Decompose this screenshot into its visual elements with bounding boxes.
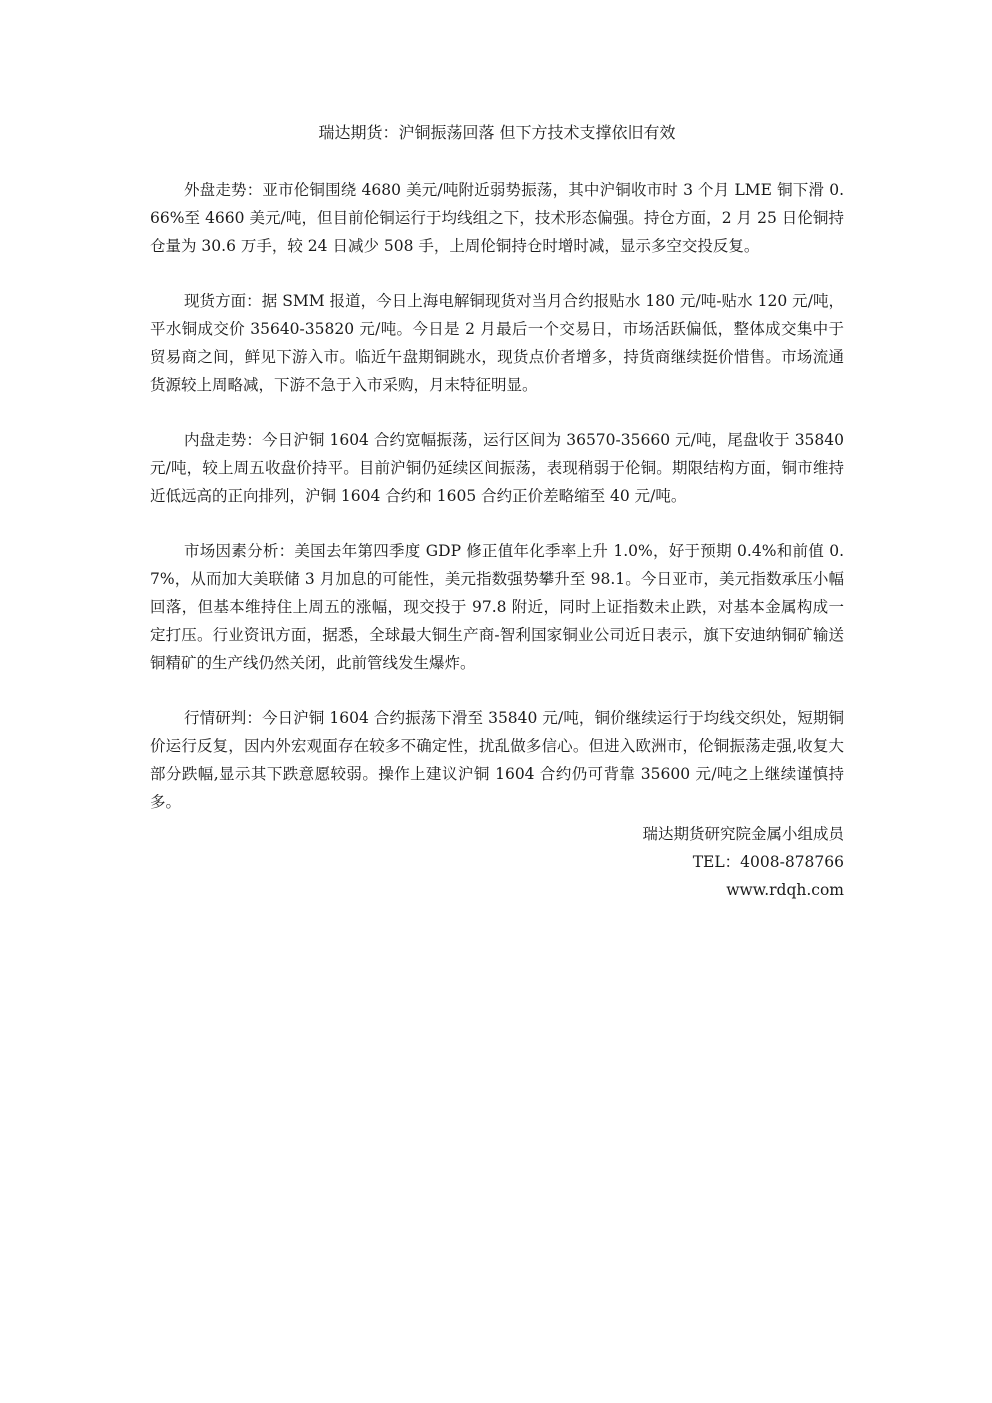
paragraph-market-factors: 市场因素分析：美国去年第四季度 GDP 修正值年化季率上升 1.0%，好于预期 0.4%和前值 0.7%，从而加大美联储 3 月加息的可能性，美元指数强势攀升至 98.1。今日亚市，美元指数承压小幅回落，但基本维持住上周五的涨幅，现交投于 97.8 附近，同时上证指数未止跌，对基本金属构成一定打压。行业资讯方面，据悉，全球最大铜生产商-智利国家铜业公司近日表示，旗下安迪纳铜矿输送铜精矿的生产线仍然关闭，此前管线发生爆炸。	[150, 542, 844, 672]
document-page	[150, 118, 844, 904]
signature-block	[150, 820, 844, 904]
paragraph-spot-market: 现货方面：据 SMM 报道，今日上海电解铜现货对当月合约报贴水 180 元/吨-贴水 120 元/吨，平水铜成交价 35640-35820 元/吨。今日是 2 月最后一个交易日，市场活跃偏低，整体成交集中于贸易商之间，鲜见下游入市。临近午盘期铜跳水，现货点价者增多，持货商继续挺价惜售。市场流通货源较上周略减，下游不急于入市采购，月末特征明显。	[150, 292, 844, 394]
signature-tel: TEL：4008-878766	[692, 853, 844, 871]
signature-org: 瑞达期货研究院金属小组成员	[642, 825, 844, 843]
signature-website: www.rdqh.com	[726, 881, 844, 899]
paragraph-domestic-market: 内盘走势：今日沪铜 1604 合约宽幅振荡，运行区间为 36570-35660 元/吨，尾盘收于 35840 元/吨，较上周五收盘价持平。目前沪铜仍延续区间振荡，表现稍弱于伦铜。期限结构方面，铜市维持近低远高的正向排列，沪铜 1604 合约和 1605 合约正价差略缩至 40 元/吨。	[150, 431, 844, 505]
paragraph-outlook: 行情研判：今日沪铜 1604 合约振荡下滑至 35840 元/吨，铜价继续运行于均线交织处，短期铜价运行反复，因内外宏观面存在较多不确定性，扰乱做多信心。但进入欧洲市，伦铜振荡走强,收复大部分跌幅,显示其下跌意愿较弱。操作上建议沪铜 1604 合约仍可背靠 35600 元/吨之上继续谨慎持多。	[150, 709, 844, 811]
document-title: 瑞达期货：沪铜振荡回落 但下方技术支撑依旧有效	[318, 123, 676, 142]
paragraph-overseas-market: 外盘走势：亚市伦铜围绕 4680 美元/吨附近弱势振荡，其中沪铜收市时 3 个月 LME 铜下滑 0.66%至 4660 美元/吨，但目前伦铜运行于均线组之下，技术形态偏强。持仓方面，2 月 25 日伦铜持仓量为 30.6 万手，较 24 日减少 508 手，上周伦铜持仓时增时减，显示多空交投反复。	[150, 181, 844, 255]
